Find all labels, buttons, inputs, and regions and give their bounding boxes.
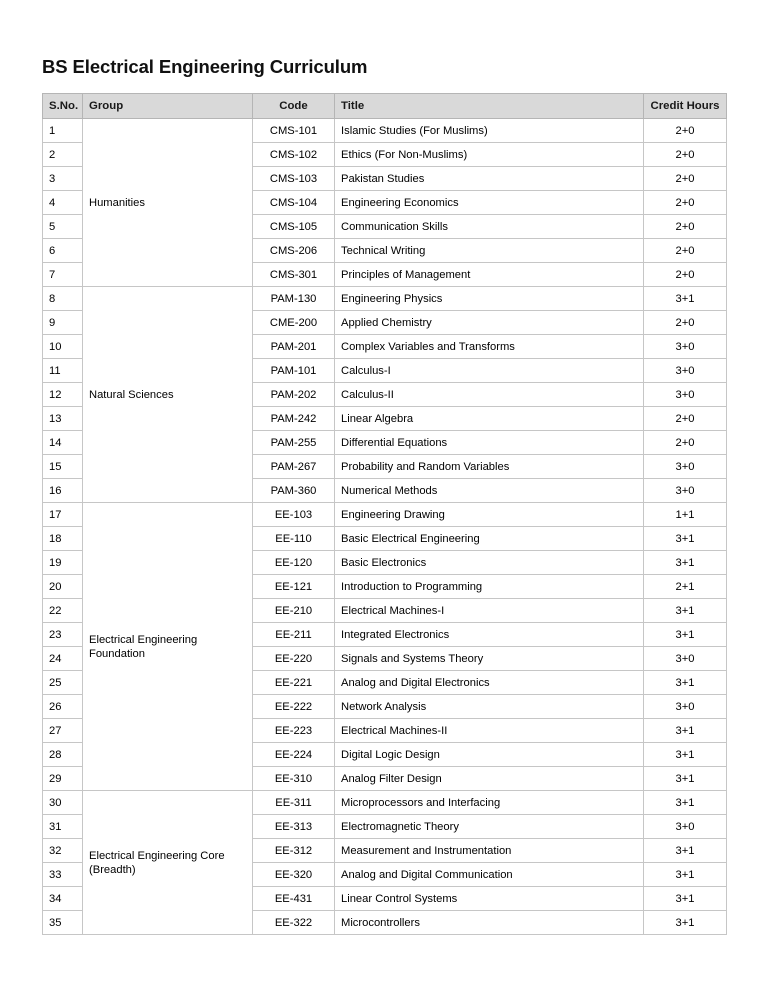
cell-title: Differential Equations [335, 431, 644, 455]
cell-code: PAM-255 [253, 431, 335, 455]
cell-credit-hours: 2+0 [644, 215, 727, 239]
cell-title: Microprocessors and Interfacing [335, 791, 644, 815]
cell-credit-hours: 3+1 [644, 839, 727, 863]
cell-sno: 23 [43, 623, 83, 647]
cell-title: Introduction to Programming [335, 575, 644, 599]
cell-sno: 29 [43, 767, 83, 791]
cell-credit-hours: 2+0 [644, 263, 727, 287]
cell-credit-hours: 3+1 [644, 767, 727, 791]
page-title: BS Electrical Engineering Curriculum [42, 56, 368, 77]
cell-code: PAM-130 [253, 287, 335, 311]
cell-credit-hours: 3+0 [644, 479, 727, 503]
cell-credit-hours: 3+1 [644, 911, 727, 935]
cell-sno: 9 [43, 311, 83, 335]
cell-code: PAM-242 [253, 407, 335, 431]
column-header-sno: S.No. [43, 94, 83, 119]
cell-credit-hours: 2+0 [644, 407, 727, 431]
cell-credit-hours: 2+0 [644, 191, 727, 215]
cell-code: EE-220 [253, 647, 335, 671]
cell-code: EE-310 [253, 767, 335, 791]
curriculum-table [42, 93, 727, 935]
column-header-group: Group [83, 94, 253, 119]
cell-code: CME-200 [253, 311, 335, 335]
cell-title: Electrical Machines-I [335, 599, 644, 623]
cell-sno: 18 [43, 527, 83, 551]
cell-credit-hours: 3+0 [644, 359, 727, 383]
cell-title: Basic Electrical Engineering [335, 527, 644, 551]
cell-sno: 32 [43, 839, 83, 863]
cell-code: EE-222 [253, 695, 335, 719]
cell-code: EE-313 [253, 815, 335, 839]
cell-sno: 3 [43, 167, 83, 191]
cell-credit-hours: 2+1 [644, 575, 727, 599]
cell-title: Engineering Physics [335, 287, 644, 311]
cell-credit-hours: 1+1 [644, 503, 727, 527]
cell-title: Electromagnetic Theory [335, 815, 644, 839]
cell-sno: 30 [43, 791, 83, 815]
cell-sno: 27 [43, 719, 83, 743]
cell-title: Probability and Random Variables [335, 455, 644, 479]
cell-code: PAM-267 [253, 455, 335, 479]
cell-code: CMS-301 [253, 263, 335, 287]
cell-sno: 20 [43, 575, 83, 599]
cell-code: CMS-105 [253, 215, 335, 239]
cell-title: Analog and Digital Electronics [335, 671, 644, 695]
cell-code: CMS-103 [253, 167, 335, 191]
cell-title: Applied Chemistry [335, 311, 644, 335]
column-header-code: Code [253, 94, 335, 119]
cell-code: CMS-104 [253, 191, 335, 215]
cell-sno: 11 [43, 359, 83, 383]
cell-title: Electrical Machines-II [335, 719, 644, 743]
cell-credit-hours: 3+0 [644, 695, 727, 719]
table-row [43, 791, 727, 815]
cell-group: Electrical Engineering Foundation [83, 503, 253, 791]
cell-title: Numerical Methods [335, 479, 644, 503]
cell-credit-hours: 2+0 [644, 431, 727, 455]
cell-sno: 6 [43, 239, 83, 263]
cell-sno: 25 [43, 671, 83, 695]
cell-title: Islamic Studies (For Muslims) [335, 119, 644, 143]
cell-credit-hours: 2+0 [644, 311, 727, 335]
cell-credit-hours: 2+0 [644, 239, 727, 263]
cell-sno: 1 [43, 119, 83, 143]
cell-title: Pakistan Studies [335, 167, 644, 191]
cell-group: Electrical Engineering Core (Breadth) [83, 791, 253, 935]
cell-title: Basic Electronics [335, 551, 644, 575]
cell-code: CMS-206 [253, 239, 335, 263]
cell-sno: 16 [43, 479, 83, 503]
cell-title: Principles of Management [335, 263, 644, 287]
cell-code: EE-103 [253, 503, 335, 527]
cell-credit-hours: 3+1 [644, 863, 727, 887]
cell-sno: 8 [43, 287, 83, 311]
cell-credit-hours: 3+1 [644, 599, 727, 623]
cell-code: EE-431 [253, 887, 335, 911]
cell-sno: 19 [43, 551, 83, 575]
cell-code: PAM-201 [253, 335, 335, 359]
cell-code: CMS-101 [253, 119, 335, 143]
cell-title: Technical Writing [335, 239, 644, 263]
cell-title: Integrated Electronics [335, 623, 644, 647]
cell-sno: 34 [43, 887, 83, 911]
cell-code: EE-223 [253, 719, 335, 743]
cell-credit-hours: 3+0 [644, 335, 727, 359]
cell-sno: 10 [43, 335, 83, 359]
column-header-title: Title [335, 94, 644, 119]
cell-title: Linear Control Systems [335, 887, 644, 911]
cell-title: Calculus-I [335, 359, 644, 383]
cell-credit-hours: 3+1 [644, 527, 727, 551]
cell-code: PAM-202 [253, 383, 335, 407]
cell-group: Natural Sciences [83, 287, 253, 503]
cell-sno: 4 [43, 191, 83, 215]
cell-title: Measurement and Instrumentation [335, 839, 644, 863]
cell-code: EE-320 [253, 863, 335, 887]
cell-credit-hours: 3+0 [644, 647, 727, 671]
cell-credit-hours: 3+1 [644, 287, 727, 311]
cell-credit-hours: 3+0 [644, 455, 727, 479]
cell-sno: 26 [43, 695, 83, 719]
table-header-row [43, 94, 727, 119]
cell-code: EE-221 [253, 671, 335, 695]
cell-code: CMS-102 [253, 143, 335, 167]
table-row [43, 287, 727, 311]
table-body [43, 119, 727, 935]
table-header [43, 94, 727, 119]
cell-sno: 14 [43, 431, 83, 455]
cell-credit-hours: 2+0 [644, 119, 727, 143]
cell-sno: 12 [43, 383, 83, 407]
cell-sno: 5 [43, 215, 83, 239]
cell-sno: 33 [43, 863, 83, 887]
table-row [43, 119, 727, 143]
cell-title: Analog Filter Design [335, 767, 644, 791]
cell-credit-hours: 2+0 [644, 167, 727, 191]
cell-title: Analog and Digital Communication [335, 863, 644, 887]
cell-code: EE-110 [253, 527, 335, 551]
cell-title: Digital Logic Design [335, 743, 644, 767]
cell-sno: 7 [43, 263, 83, 287]
cell-code: EE-121 [253, 575, 335, 599]
cell-credit-hours: 3+1 [644, 791, 727, 815]
cell-credit-hours: 3+1 [644, 719, 727, 743]
table-row [43, 503, 727, 527]
cell-credit-hours: 3+0 [644, 383, 727, 407]
cell-code: EE-311 [253, 791, 335, 815]
cell-title: Communication Skills [335, 215, 644, 239]
cell-code: EE-120 [253, 551, 335, 575]
cell-code: EE-210 [253, 599, 335, 623]
cell-code: EE-322 [253, 911, 335, 935]
cell-credit-hours: 3+1 [644, 671, 727, 695]
cell-title: Linear Algebra [335, 407, 644, 431]
cell-code: EE-312 [253, 839, 335, 863]
cell-sno: 2 [43, 143, 83, 167]
cell-credit-hours: 2+0 [644, 143, 727, 167]
cell-group: Humanities [83, 119, 253, 287]
cell-title: Complex Variables and Transforms [335, 335, 644, 359]
cell-title: Microcontrollers [335, 911, 644, 935]
cell-credit-hours: 3+1 [644, 551, 727, 575]
column-header-credit: Credit Hours [644, 94, 727, 119]
cell-sno: 15 [43, 455, 83, 479]
cell-sno: 31 [43, 815, 83, 839]
cell-credit-hours: 3+1 [644, 623, 727, 647]
cell-title: Calculus-II [335, 383, 644, 407]
cell-sno: 13 [43, 407, 83, 431]
cell-sno: 22 [43, 599, 83, 623]
cell-code: PAM-101 [253, 359, 335, 383]
cell-code: EE-211 [253, 623, 335, 647]
cell-title: Engineering Drawing [335, 503, 644, 527]
cell-code: PAM-360 [253, 479, 335, 503]
cell-sno: 35 [43, 911, 83, 935]
cell-credit-hours: 3+1 [644, 743, 727, 767]
cell-sno: 28 [43, 743, 83, 767]
cell-code: EE-224 [253, 743, 335, 767]
cell-title: Engineering Economics [335, 191, 644, 215]
cell-sno: 17 [43, 503, 83, 527]
cell-sno: 24 [43, 647, 83, 671]
cell-title: Ethics (For Non-Muslims) [335, 143, 644, 167]
cell-credit-hours: 3+1 [644, 887, 727, 911]
cell-credit-hours: 3+0 [644, 815, 727, 839]
cell-title: Signals and Systems Theory [335, 647, 644, 671]
cell-title: Network Analysis [335, 695, 644, 719]
